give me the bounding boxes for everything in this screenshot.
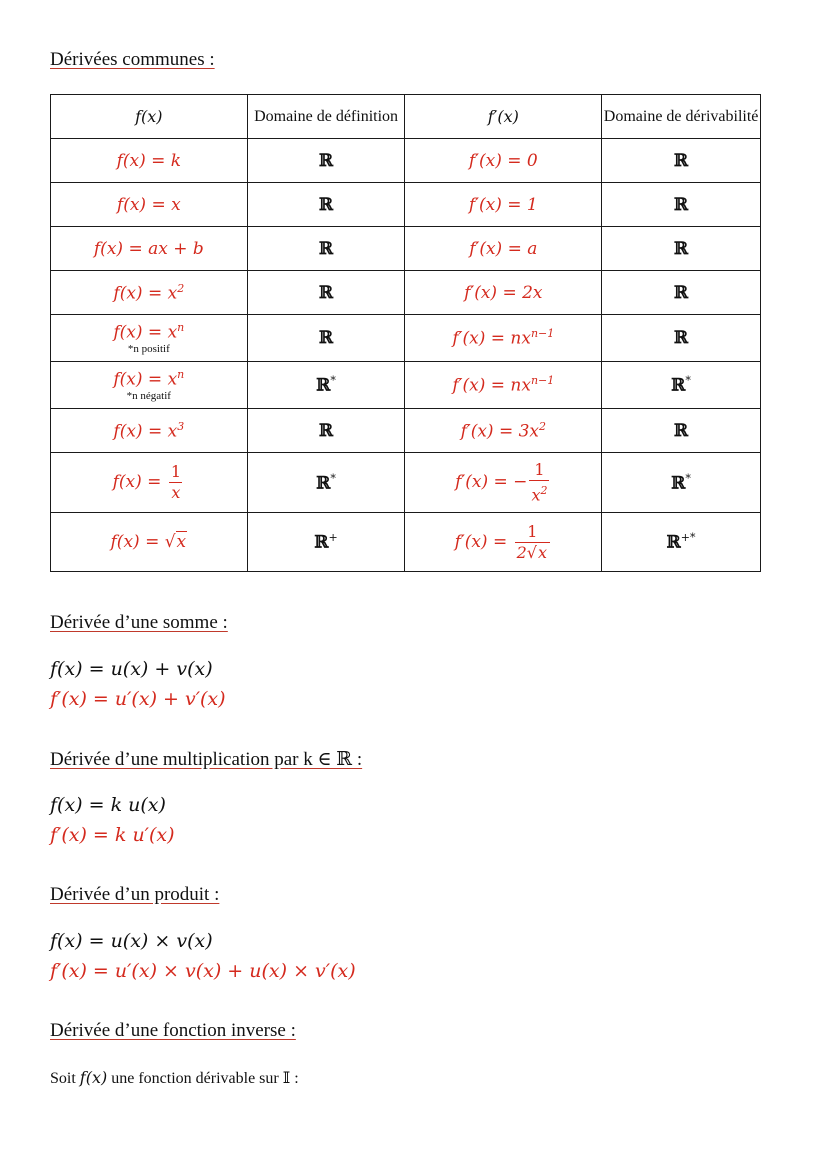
cell-function: f(x) = x (51, 183, 248, 227)
header-domain-def: Domaine de définition (247, 95, 405, 139)
scalar-formula: f(x) = k u(x) (50, 794, 166, 816)
cell-domain: ℝ* (247, 453, 405, 513)
cell-derivative: f′(x) = 2x (405, 271, 602, 315)
cell-domain: ℝ (247, 409, 405, 453)
derivatives-table (50, 94, 761, 572)
header-domain-deriv: Domaine de dérivabilité (602, 95, 761, 139)
fraction: $\frac{1}{x}$ (170, 462, 182, 502)
scalar-heading: Dérivée d’une multiplication par k ∈ ℝ : (50, 749, 363, 770)
cell-domain: ℝ+ (247, 513, 405, 572)
table-row (51, 513, 761, 572)
header-f: f(x) (51, 95, 248, 139)
note-n-negative: *n négatif (126, 390, 171, 403)
cell-domain: ℝ* (247, 362, 405, 409)
product-derivative: f′(x) = u′(x) × v(x) + u(x) × v′(x) (50, 960, 356, 982)
cell-domain-deriv: ℝ+* (602, 513, 761, 572)
sum-derivative: f′(x) = u′(x) + v′(x) (50, 688, 226, 710)
product-formula: f(x) = u(x) × v(x) (50, 930, 213, 952)
note-n-positive: *n positif (127, 343, 170, 356)
table-row (51, 409, 761, 453)
cell-domain-deriv: ℝ (602, 183, 761, 227)
table-row (51, 362, 761, 409)
cell-domain-deriv: ℝ (602, 315, 761, 362)
cell-derivative: f′(x) = 0 (405, 139, 602, 183)
cell-domain: ℝ (247, 315, 405, 362)
product-heading: Dérivée d’un produit : (50, 884, 220, 905)
cell-domain-deriv: ℝ (602, 139, 761, 183)
cell-derivative: f′(x) = − $\frac{1}{x^2}$ (405, 453, 602, 513)
cell-function: f(x) = ax + b (51, 227, 248, 271)
inverse-heading: Dérivée d’une fonction inverse : (50, 1020, 296, 1041)
cell-domain-deriv: ℝ* (602, 362, 761, 409)
cell-domain: ℝ (247, 271, 405, 315)
table-row (51, 453, 761, 513)
cell-function: $f(x) = x^n$ *n négatif (51, 362, 248, 409)
cell-domain: ℝ (247, 227, 405, 271)
cell-domain-deriv: ℝ (602, 409, 761, 453)
cell-function: $f(x) = x^2$ (51, 271, 248, 315)
cell-domain-deriv: ℝ (602, 271, 761, 315)
cell-function: f(x) = $\frac{1}{x}$ (51, 453, 248, 513)
table-row (51, 315, 761, 362)
table-row (51, 139, 761, 183)
cell-derivative: f′(x) = a (405, 227, 602, 271)
cell-domain: ℝ (247, 139, 405, 183)
table-row (51, 183, 761, 227)
table-header-row (51, 95, 761, 139)
common-derivatives-heading: Dérivées communes : (50, 49, 215, 70)
cell-derivative: $f'(x) = nx^{n-1}$ (405, 315, 602, 362)
fraction: $\frac{1}{2√x}$ (515, 522, 550, 563)
cell-domain-deriv: ℝ* (602, 453, 761, 513)
header-fprime: f′(x) (405, 95, 602, 139)
cell-function: f(x) = k (51, 139, 248, 183)
cell-derivative: f′(x) = 1 (405, 183, 602, 227)
cell-function: f(x) = √x (51, 513, 248, 572)
table-row (51, 271, 761, 315)
scalar-derivative: f′(x) = k u′(x) (50, 824, 175, 846)
inverse-intro: Soit f(x) une fonction dérivable sur 𝕀 : (50, 1068, 299, 1087)
cell-function: $f(x) = x^3$ (51, 409, 248, 453)
cell-derivative: $f'(x) = nx^{n-1}$ (405, 362, 602, 409)
cell-derivative: f′(x) = $\frac{1}{2√x}$ (405, 513, 602, 572)
cell-function: $f(x) = x^n$ *n positif (51, 315, 248, 362)
cell-domain-deriv: ℝ (602, 227, 761, 271)
cell-derivative: $f'(x) = 3x^2$ (405, 409, 602, 453)
fraction: $\frac{1}{x^2}$ (531, 459, 548, 505)
cell-domain: ℝ (247, 183, 405, 227)
sum-heading: Dérivée d’une somme : (50, 612, 228, 633)
sum-formula: f(x) = u(x) + v(x) (50, 658, 213, 680)
table-row (51, 227, 761, 271)
